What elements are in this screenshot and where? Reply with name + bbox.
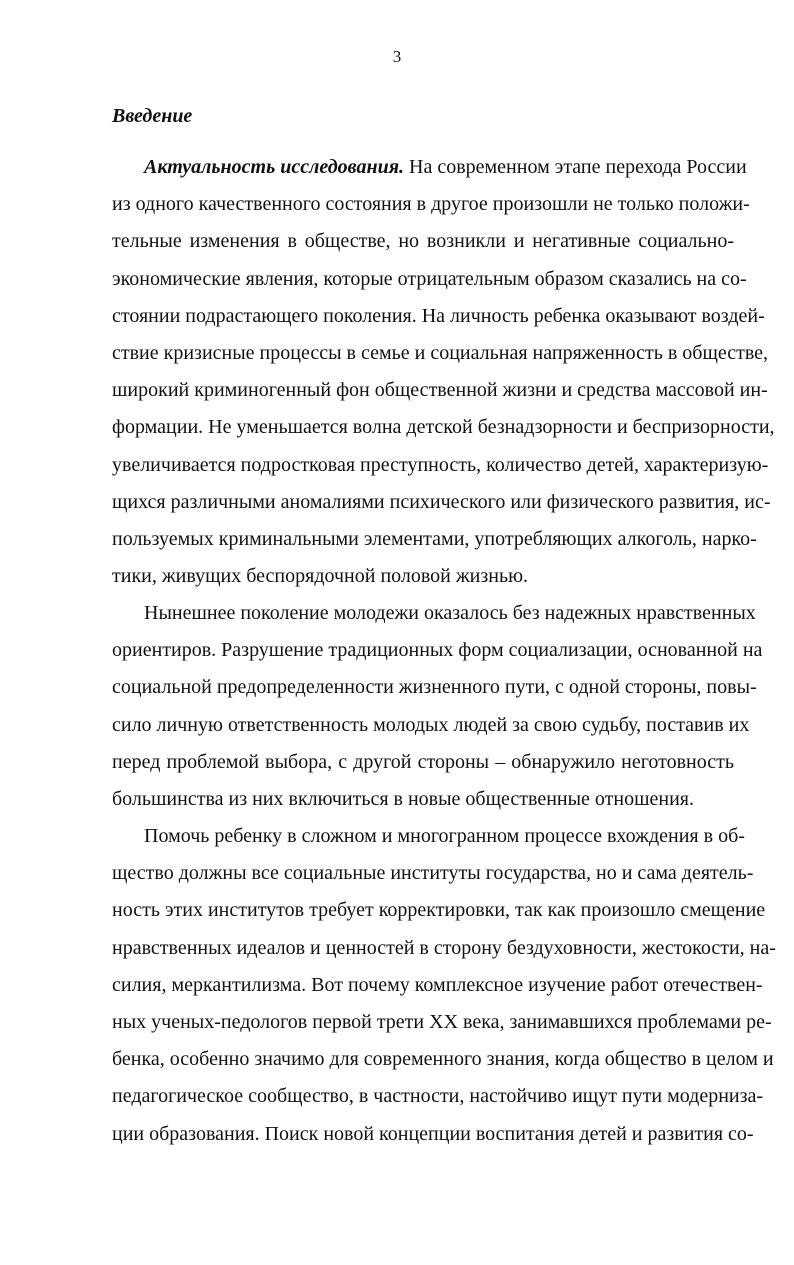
paragraph-line: пользуемых криминальными элементами, употребляющих алкоголь, нарко- bbox=[112, 528, 757, 551]
paragraph-youth bbox=[112, 595, 763, 818]
paragraph-line: широкий криминогенный фон общественной жизни и средства массовой ин- bbox=[112, 379, 768, 402]
paragraph-line: ность этих институтов требует корректировки, так как произошло смещение bbox=[112, 899, 766, 922]
paragraph-line: увеличивается подростковая преступность, количество детей, характеризую- bbox=[112, 453, 769, 476]
paragraph-line: сило личную ответственность молодых людей за свою судьбу, поставив их bbox=[112, 713, 750, 736]
paragraph-line: нравственных идеалов и ценностей в сторону бездуховности, жестокости, на- bbox=[112, 936, 776, 959]
paragraph-line: формации. Не уменьшается волна детской безнадзорности и беспризорности, bbox=[112, 416, 775, 439]
paragraph-line: тельные изменения в обществе, но возникли и негативные социально- bbox=[112, 230, 734, 253]
paragraph-line: щихся различными аномалиями психического или физического развития, ис- bbox=[112, 490, 771, 513]
paragraph-line: экономические явления, которые отрицательным образом сказались на со- bbox=[112, 267, 747, 290]
page-number: 3 bbox=[392, 47, 402, 66]
paragraph-institutions bbox=[112, 818, 776, 1153]
paragraph-line: бенка, особенно значимо для современного знания, когда общество в целом и bbox=[112, 1048, 774, 1071]
paragraph-line: тики, живущих беспорядочной половой жизнью. bbox=[112, 565, 529, 588]
paragraph-line: стоянии подрастающего поколения. На личность ребенка оказывают воздей- bbox=[112, 304, 765, 327]
paragraph-line: Помочь ребенку в сложном и многогранном процессе вхождения в об- bbox=[144, 825, 745, 847]
paragraph-line: силия, меркантилизма. Вот почему комплексное изучение работ отечествен- bbox=[112, 973, 763, 996]
paragraph-line: ных ученых-педологов первой трети XX века, занимавшихся проблемами ре- bbox=[112, 1011, 772, 1034]
section-title: Введение bbox=[112, 105, 193, 127]
paragraph-line: социальной предопределенности жизненного пути, с одной стороны, повы- bbox=[112, 676, 757, 699]
paragraph-line: Нынешнее поколение молодежи оказалось без надежных нравственных bbox=[144, 602, 756, 624]
paragraph-line: ствие кризисные процессы в семье и социальная напряженность в обществе, bbox=[112, 342, 769, 365]
paragraph-line: большинства из них включиться в новые общественные отношения. bbox=[112, 788, 694, 811]
paragraph-relevance bbox=[112, 149, 775, 595]
paragraph-line: Актуальность исследования. На современном этапе перехода России bbox=[144, 156, 747, 178]
paragraph-line: ции образования. Поиск новой концепции воспитания детей и развития со- bbox=[112, 1122, 754, 1145]
paragraph-line: ориентиров. Разрушение традиционных форм социализации, основанной на bbox=[112, 639, 763, 662]
paragraph-line: перед проблемой выбора, с другой стороны – обнаружило неготовность bbox=[112, 750, 734, 773]
paragraph-line: щество должны все социальные институты государства, но и сама деятель- bbox=[112, 862, 754, 885]
paragraph-line: из одного качественного состояния в другое произошли не только положи- bbox=[112, 193, 750, 216]
paragraph-lead: Актуальность исследования. bbox=[144, 156, 404, 178]
paragraph-line: педагогическое сообщество, в частности, настойчиво ищут пути модерниза- bbox=[112, 1085, 764, 1108]
